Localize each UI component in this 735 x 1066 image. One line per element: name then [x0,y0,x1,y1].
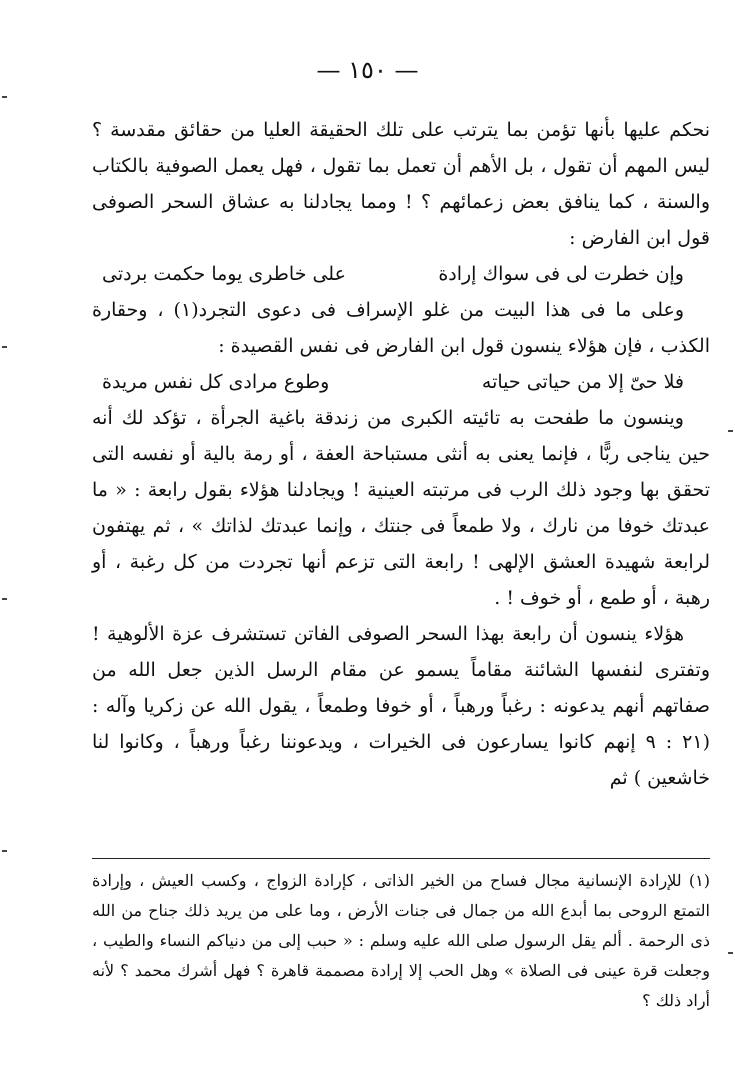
margin-mark [2,598,7,600]
paragraph-4: هؤلاء ينسون أن رابعة بهذا السحر الصوفى الفاتن تستشرف عزة الألوهية ! وتفترى لنفسها الشائنة مقاماً يسمو عن مقام الرسل الذين جعل الله من صفاتهم أنهم يدعونه : رغباً ورهباً ، أو خوفا وطمعاً ، يقول الله عن زكريا وآله : (٢١ : ٩ إنهم كانوا يسارعون فى الخيرات ، ويدعوننا رغباً ورهباً ، وكانوا لنا خاشعين ) ثم [92,623,711,789]
verse-2-first-hemistich: فلا حىّ إلا من حياتى حياته [481,371,684,393]
margin-mark [2,850,7,852]
margin-mark [2,346,7,348]
verse-2-second-hemistich: وطوع مرادى كل نفس مريدة [102,371,330,393]
poem-verse-1 [92,256,710,292]
footnote-text: (١) للإرادة الإنسانية مجال فساح من الخير الذاتى ، كإرادة الزواج ، وكسب العيش ، وإرادة التمتع الروحى بما أبدع الله من جمال فى جنات الأرض ، وما على من يريد ذلك جناح من الله ذى الرحمة . ألم يقل الرسول صلى الله عليه وسلم : « حبب إلى من دنياكم النساء والطيب ، وجعلت قرة عينى فى الصلاة » وهل الحب إلا إرادة مصممة قاهرة ؟ فهل أشرك محمد ؟ لأنه أراد ذلك ؟ [92,871,711,1010]
footnote-divider [92,858,710,859]
page-number: — ١٥٠ — [316,56,419,84]
paragraph-1: نحكم عليها بأنها تؤمن بما يترتب على تلك الحقيقة العليا من حقائق مقدسة ؟ ليس المهم أن تقول ، بل الأهم أن تعمل بما تقول ، فهل يعمل الصوفية بالكتاب والسنة ، كما ينافق بعض زعمائهم ؟ ! ومما يجادلنا به عشاق السحر الصوفى قول ابن الفارض : [92,119,710,249]
poem-verse-2 [92,364,710,400]
footnote [92,866,710,1016]
margin-mark [2,96,7,98]
verse-1-second-hemistich: على خاطرى يوما حكمت بردتى [102,263,346,285]
paragraph-2: وعلى ما فى هذا البيت من غلو الإسراف فى دعوى التجرد(١) ، وحقارة الكذب ، فإن هؤلاء ينسون قول ابن الفارض فى نفس القصيدة : [92,299,710,357]
margin-mark [728,952,733,954]
verse-1-first-hemistich: وإن خطرت لى فى سواك إرادة [438,263,684,285]
paragraph-3: وينسون ما طفحت به تائيته الكبرى من زندقة باغية الجرأة ، تؤكد لك أنه حين يناجى ربًّا ، فإنما يعنى به أنثى مستباحة العفة ، أو رمة بالية أو نفسه التى تحقق بها وجود ذلك الرب فى مرتبته العينية ! ويجادلنا هؤلاء بقول رابعة : « ما عبدتك خوفا من نارك ، ولا طمعاً فى جنتك ، وإنما عبدتك لذاتك » ، ثم يهتفون لرابعة شهيدة العشق الإلهى ! رابعة التى تزعم أنها تجردت من كل رغبة ، أو رهبة ، أو طمع ، أو خوف ! . [92,407,710,609]
margin-mark [728,430,733,432]
main-text [92,112,710,796]
